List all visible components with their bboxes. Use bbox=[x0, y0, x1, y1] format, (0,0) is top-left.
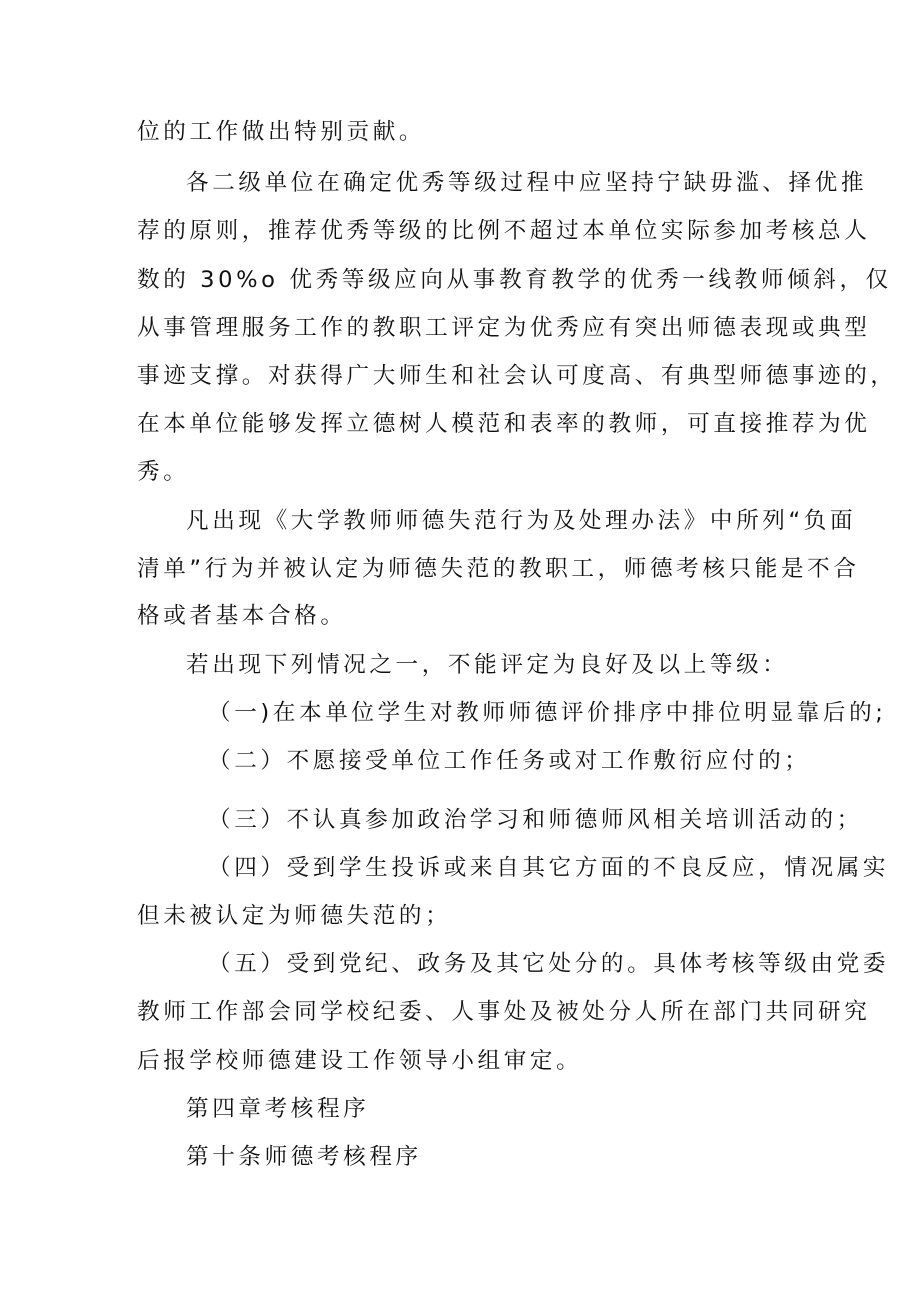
paragraph-line: 数的 30%o 优秀等级应向从事教育教学的优秀一线教师倾斜，仅 bbox=[137, 267, 892, 293]
paragraph-line: 位的工作做出特别贡献。 bbox=[137, 119, 426, 145]
paragraph-line: 格或者基本合格。 bbox=[137, 603, 347, 629]
paragraph-line: 清单”行为并被认定为师德失范的教职工，师德考核只能是不合 bbox=[137, 556, 860, 582]
list-item: （三）不认真参加政治学习和师德师风相关培训活动的； bbox=[208, 807, 863, 833]
paragraph-line: 荐的原则，推荐优秀等级的比例不超过本单位实际参加考核总人 bbox=[137, 218, 871, 244]
paragraph-line: 凡出现《大学教师师德失范行为及处理办法》中所列“负面 bbox=[186, 508, 857, 534]
chapter-heading: 第四章考核程序 bbox=[186, 1096, 370, 1122]
list-item: （四）受到学生投诉或来自其它方面的不良反应，情况属实 bbox=[208, 855, 890, 881]
paragraph-line: 秀。 bbox=[137, 459, 190, 485]
list-item: （二）不愿接受单位工作任务或对工作敷衍应付的； bbox=[208, 748, 811, 774]
article-heading: 第十条师德考核程序 bbox=[186, 1144, 422, 1170]
paragraph-line: 事迹支撑。对获得广大师生和社会认可度高、有典型师德事迹的， bbox=[137, 363, 897, 389]
paragraph-line: 后报学校师德建设工作领导小组审定。 bbox=[137, 1048, 583, 1074]
list-item: （五）受到党纪、政务及其它处分的。具体考核等级由党委 bbox=[208, 951, 890, 977]
paragraph-line: 各二级单位在确定优秀等级过程中应坚持宁缺毋滥、择优推 bbox=[186, 170, 868, 196]
paragraph-line: 从事管理服务工作的教职工评定为优秀应有突出师德表现或典型 bbox=[137, 315, 871, 341]
paragraph-line: 但未被认定为师德失范的； bbox=[137, 903, 452, 929]
paragraph-line: 在本单位能够发挥立德树人模范和表率的教师，可直接推荐为优 bbox=[137, 411, 871, 437]
list-item: （一)在本单位学生对教师师德评价排序中排位明显靠后的; bbox=[208, 700, 887, 726]
paragraph-line: 若出现下列情况之一，不能评定为良好及以上等级： bbox=[186, 652, 789, 678]
paragraph-line: 教师工作部会同学校纪委、人事处及被处分人所在部门共同研究 bbox=[137, 999, 871, 1025]
